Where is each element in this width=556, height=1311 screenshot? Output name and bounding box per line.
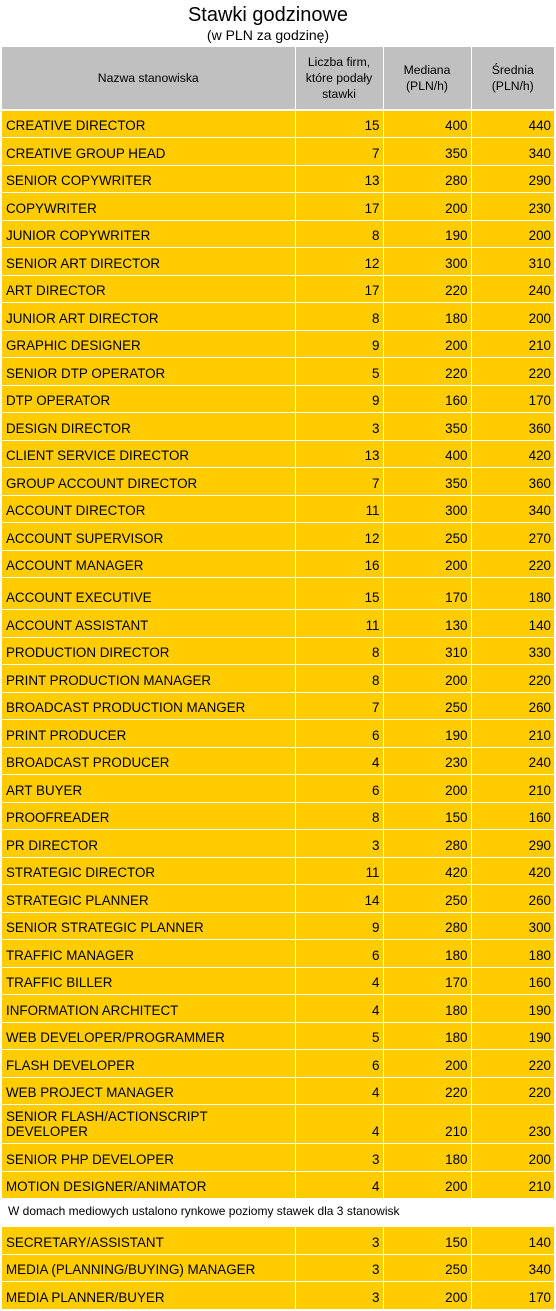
cell-mean: 190	[471, 995, 554, 1023]
cell-count: 7	[295, 468, 383, 496]
cell-mean: 270	[471, 523, 554, 551]
cell-mean: 300	[471, 912, 554, 940]
cell-mean: 210	[471, 775, 554, 803]
cell-mean: 230	[471, 193, 554, 221]
cell-mean: 200	[471, 1144, 554, 1172]
cell-mean: 220	[471, 1077, 554, 1105]
cell-mean: 220	[471, 358, 554, 386]
cell-position: SECRETARY/ASSISTANT	[2, 1227, 295, 1255]
table-row	[2, 248, 554, 276]
header-row	[2, 47, 554, 110]
cell-position: PROOFREADER	[2, 802, 295, 830]
table-row	[2, 523, 554, 551]
cell-median: 180	[383, 940, 471, 968]
cell-position: COPYWRITER	[2, 193, 295, 221]
cell-count: 6	[295, 940, 383, 968]
cell-mean: 290	[471, 830, 554, 858]
cell-position: BROADCAST PRODUCER	[2, 747, 295, 775]
cell-median: 310	[383, 637, 471, 665]
cell-median: 200	[383, 1050, 471, 1078]
cell-median: 250	[383, 885, 471, 913]
cell-median: 230	[383, 747, 471, 775]
cell-position: JUNIOR ART DIRECTOR	[2, 303, 295, 331]
cell-mean: 260	[471, 885, 554, 913]
table-row	[2, 857, 554, 885]
cell-median: 280	[383, 830, 471, 858]
cell-mean: 240	[471, 275, 554, 303]
cell-position: TRAFFIC MANAGER	[2, 940, 295, 968]
cell-mean: 420	[471, 857, 554, 885]
cell-mean: 440	[471, 110, 554, 138]
cell-median: 190	[383, 220, 471, 248]
cell-position: BROADCAST PRODUCTION MANGER	[2, 692, 295, 720]
table-row	[2, 995, 554, 1023]
media-houses-note: W domach mediowych ustalono rynkowe poziomy stawek dla 3 stanowisk	[2, 1199, 554, 1227]
cell-count: 6	[295, 1050, 383, 1078]
cell-median: 200	[383, 193, 471, 221]
cell-median: 220	[383, 358, 471, 386]
cell-median: 130	[383, 610, 471, 638]
cell-position: DESIGN DIRECTOR	[2, 413, 295, 441]
cell-mean: 290	[471, 165, 554, 193]
table-row	[2, 550, 554, 578]
cell-mean: 140	[471, 1227, 554, 1255]
cell-position: STRATEGIC DIRECTOR	[2, 857, 295, 885]
cell-position: ACCOUNT MANAGER	[2, 550, 295, 578]
cell-mean: 220	[471, 665, 554, 693]
table-row	[2, 1254, 554, 1282]
cell-position: JUNIOR COPYWRITER	[2, 220, 295, 248]
cell-median: 190	[383, 720, 471, 748]
table-row	[2, 692, 554, 720]
table-body	[2, 110, 554, 1309]
cell-count: 17	[295, 275, 383, 303]
cell-count: 8	[295, 802, 383, 830]
cell-median: 200	[383, 330, 471, 358]
cell-count: 7	[295, 138, 383, 166]
cell-count: 14	[295, 885, 383, 913]
cell-count: 11	[295, 857, 383, 885]
cell-position: CREATIVE GROUP HEAD	[2, 138, 295, 166]
cell-position: ACCOUNT DIRECTOR	[2, 495, 295, 523]
cell-count: 4	[295, 995, 383, 1023]
cell-mean: 170	[471, 385, 554, 413]
cell-position: CREATIVE DIRECTOR	[2, 110, 295, 138]
cell-median: 160	[383, 385, 471, 413]
cell-count: 16	[295, 550, 383, 578]
cell-mean: 220	[471, 1050, 554, 1078]
cell-median: 180	[383, 303, 471, 331]
table-row	[2, 220, 554, 248]
cell-count: 7	[295, 692, 383, 720]
cell-position: GROUP ACCOUNT DIRECTOR	[2, 468, 295, 496]
cell-mean: 160	[471, 802, 554, 830]
cell-mean: 330	[471, 637, 554, 665]
cell-count: 4	[295, 747, 383, 775]
table-row	[2, 1105, 554, 1144]
cell-position: GRAPHIC DESIGNER	[2, 330, 295, 358]
table-row	[2, 385, 554, 413]
cell-count: 3	[295, 413, 383, 441]
table-row	[2, 1227, 554, 1255]
cell-mean: 140	[471, 610, 554, 638]
cell-mean: 340	[471, 138, 554, 166]
cell-mean: 180	[471, 940, 554, 968]
cell-median: 400	[383, 110, 471, 138]
cell-median: 200	[383, 665, 471, 693]
cell-count: 15	[295, 110, 383, 138]
cell-median: 170	[383, 578, 471, 610]
table-row	[2, 775, 554, 803]
table-row	[2, 358, 554, 386]
cell-median: 210	[383, 1105, 471, 1144]
table-row	[2, 1144, 554, 1172]
cell-position: STRATEGIC PLANNER	[2, 885, 295, 913]
cell-median: 200	[383, 775, 471, 803]
cell-median: 180	[383, 995, 471, 1023]
cell-mean: 240	[471, 747, 554, 775]
cell-position: SENIOR STRATEGIC PLANNER	[2, 912, 295, 940]
cell-count: 8	[295, 637, 383, 665]
table-row	[2, 578, 554, 610]
cell-position: TRAFFIC BILLER	[2, 967, 295, 995]
table-row	[2, 110, 554, 138]
cell-median: 180	[383, 1022, 471, 1050]
cell-count: 17	[295, 193, 383, 221]
cell-mean: 360	[471, 413, 554, 441]
cell-mean: 220	[471, 550, 554, 578]
cell-count: 3	[295, 1254, 383, 1282]
cell-count: 3	[295, 1282, 383, 1310]
table-row	[2, 637, 554, 665]
cell-position: CLIENT SERVICE DIRECTOR	[2, 440, 295, 468]
cell-median: 350	[383, 413, 471, 441]
cell-count: 12	[295, 523, 383, 551]
cell-median: 180	[383, 1144, 471, 1172]
table-row	[2, 1077, 554, 1105]
cell-count: 4	[295, 1171, 383, 1199]
media-houses-note-row	[2, 1199, 554, 1227]
table-row	[2, 912, 554, 940]
table-row	[2, 303, 554, 331]
cell-mean: 160	[471, 967, 554, 995]
table-row	[2, 940, 554, 968]
cell-position: FLASH DEVELOPER	[2, 1050, 295, 1078]
table-row	[2, 885, 554, 913]
cell-mean: 230	[471, 1105, 554, 1144]
cell-mean: 260	[471, 692, 554, 720]
header-median: Mediana (PLN/h)	[383, 47, 471, 110]
cell-count: 9	[295, 385, 383, 413]
cell-count: 6	[295, 775, 383, 803]
cell-median: 170	[383, 967, 471, 995]
page-title: Stawki godzinowe	[187, 4, 349, 26]
table-row	[2, 495, 554, 523]
table-row	[2, 440, 554, 468]
table-row	[2, 1282, 554, 1310]
cell-median: 350	[383, 468, 471, 496]
cell-position: ART BUYER	[2, 775, 295, 803]
cell-mean: 170	[471, 1282, 554, 1310]
cell-position: MEDIA (PLANNING/BUYING) MANAGER	[2, 1254, 295, 1282]
cell-count: 6	[295, 720, 383, 748]
table-row	[2, 468, 554, 496]
cell-position: SENIOR FLASH/ACTIONSCRIPT DEVELOPER	[2, 1105, 295, 1144]
cell-count: 4	[295, 1105, 383, 1144]
table-row	[2, 413, 554, 441]
cell-median: 280	[383, 912, 471, 940]
table-row	[2, 1050, 554, 1078]
table-row	[2, 275, 554, 303]
cell-count: 12	[295, 248, 383, 276]
cell-count: 13	[295, 440, 383, 468]
table-row	[2, 747, 554, 775]
cell-mean: 180	[471, 578, 554, 610]
cell-position: SENIOR DTP OPERATOR	[2, 358, 295, 386]
page-subtitle: (w PLN za godzinę)	[206, 27, 330, 43]
cell-median: 300	[383, 495, 471, 523]
cell-mean: 420	[471, 440, 554, 468]
cell-mean: 210	[471, 330, 554, 358]
table-row	[2, 1171, 554, 1199]
cell-mean: 340	[471, 495, 554, 523]
table-row	[2, 165, 554, 193]
cell-median: 400	[383, 440, 471, 468]
table-row	[2, 830, 554, 858]
cell-count: 8	[295, 220, 383, 248]
table-row	[2, 193, 554, 221]
cell-count: 5	[295, 1022, 383, 1050]
hourly-rates-table	[2, 47, 554, 1310]
header-mean: Średnia (PLN/h)	[471, 47, 554, 110]
cell-median: 200	[383, 1282, 471, 1310]
cell-count: 11	[295, 610, 383, 638]
cell-mean: 210	[471, 720, 554, 748]
cell-position: SENIOR PHP DEVELOPER	[2, 1144, 295, 1172]
cell-position: DTP OPERATOR	[2, 385, 295, 413]
cell-count: 11	[295, 495, 383, 523]
cell-position: SENIOR COPYWRITER	[2, 165, 295, 193]
cell-median: 350	[383, 138, 471, 166]
cell-position: SENIOR ART DIRECTOR	[2, 248, 295, 276]
cell-median: 300	[383, 248, 471, 276]
table-row	[2, 610, 554, 638]
cell-position: ACCOUNT EXECUTIVE	[2, 578, 295, 610]
table-row	[2, 1022, 554, 1050]
cell-count: 4	[295, 967, 383, 995]
cell-median: 220	[383, 1077, 471, 1105]
cell-median: 420	[383, 857, 471, 885]
table-row	[2, 967, 554, 995]
cell-count: 13	[295, 165, 383, 193]
cell-position: ACCOUNT ASSISTANT	[2, 610, 295, 638]
cell-mean: 340	[471, 1254, 554, 1282]
cell-median: 250	[383, 1254, 471, 1282]
cell-position: PR DIRECTOR	[2, 830, 295, 858]
cell-count: 5	[295, 358, 383, 386]
cell-mean: 200	[471, 220, 554, 248]
cell-mean: 190	[471, 1022, 554, 1050]
cell-position: MOTION DESIGNER/ANIMATOR	[2, 1171, 295, 1199]
cell-count: 8	[295, 665, 383, 693]
cell-median: 250	[383, 692, 471, 720]
cell-mean: 360	[471, 468, 554, 496]
cell-position: INFORMATION ARCHITECT	[2, 995, 295, 1023]
cell-count: 4	[295, 1077, 383, 1105]
cell-count: 15	[295, 578, 383, 610]
cell-count: 9	[295, 330, 383, 358]
cell-position: PRINT PRODUCTION MANAGER	[2, 665, 295, 693]
cell-median: 200	[383, 550, 471, 578]
cell-position: WEB DEVELOPER/PROGRAMMER	[2, 1022, 295, 1050]
cell-count: 8	[295, 303, 383, 331]
table-row	[2, 720, 554, 748]
cell-mean: 210	[471, 1171, 554, 1199]
cell-count: 9	[295, 912, 383, 940]
cell-position: MEDIA PLANNER/BUYER	[2, 1282, 295, 1310]
cell-position: PRODUCTION DIRECTOR	[2, 637, 295, 665]
table-row	[2, 802, 554, 830]
cell-position: WEB PROJECT MANAGER	[2, 1077, 295, 1105]
cell-count: 3	[295, 1144, 383, 1172]
cell-median: 150	[383, 802, 471, 830]
cell-median: 280	[383, 165, 471, 193]
table-row	[2, 665, 554, 693]
table-row	[2, 138, 554, 166]
header-position: Nazwa stanowiska	[2, 47, 295, 110]
table-header	[2, 47, 554, 110]
cell-position: ACCOUNT SUPERVISOR	[2, 523, 295, 551]
cell-mean: 310	[471, 248, 554, 276]
cell-position: ART DIRECTOR	[2, 275, 295, 303]
cell-median: 250	[383, 523, 471, 551]
table-row	[2, 330, 554, 358]
cell-median: 220	[383, 275, 471, 303]
cell-count: 3	[295, 1227, 383, 1255]
cell-position: PRINT PRODUCER	[2, 720, 295, 748]
header-count: Liczba firm, które podały stawki	[295, 47, 383, 110]
cell-median: 200	[383, 1171, 471, 1199]
cell-median: 150	[383, 1227, 471, 1255]
cell-count: 3	[295, 830, 383, 858]
cell-mean: 200	[471, 303, 554, 331]
